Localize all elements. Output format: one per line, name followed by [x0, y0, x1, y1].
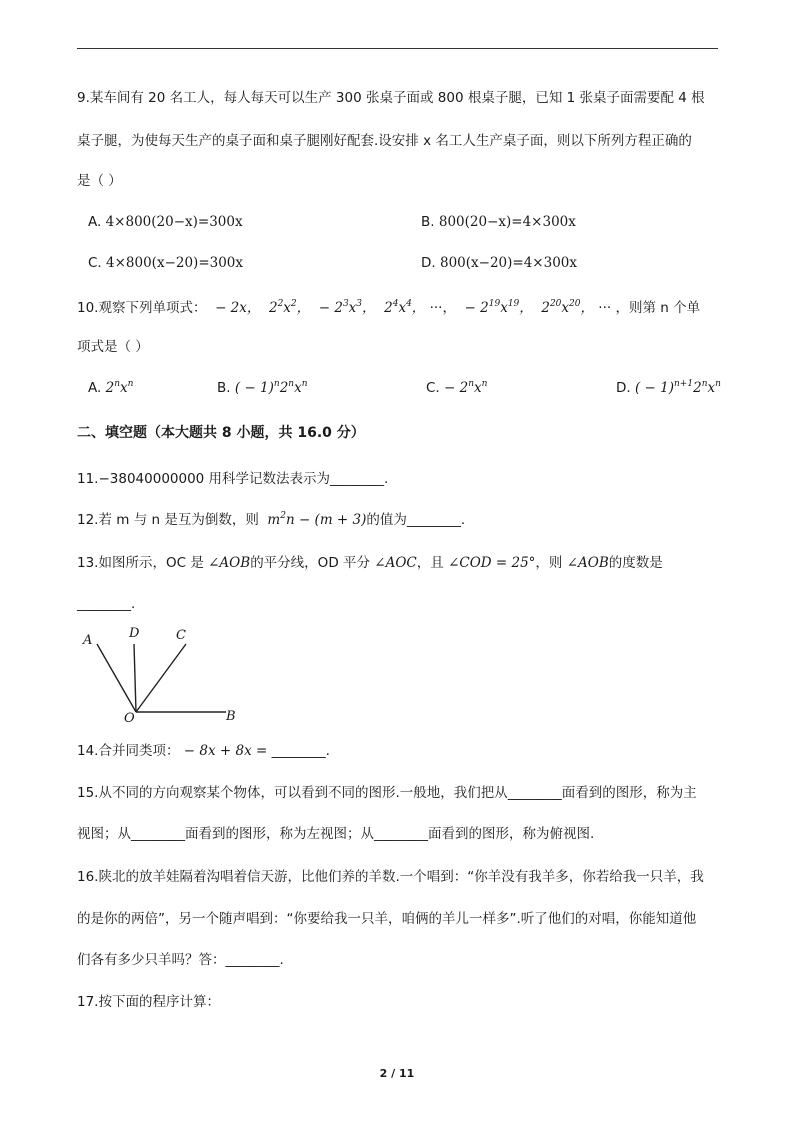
q10-option-c[interactable]: [426, 378, 487, 398]
q10-option-a[interactable]: [88, 378, 133, 398]
angle-cod: ∠COD = 25°: [448, 555, 536, 571]
ray-oc: [136, 644, 186, 712]
option-label: A.: [88, 380, 102, 396]
q12-line: [77, 510, 465, 530]
q16-line-3: 们各有多少只羊吗？答：________.: [77, 952, 284, 968]
q12-expression: $m^2n - (m + 3)$: [263, 510, 367, 528]
q12-suffix: 的值为________.: [366, 512, 466, 528]
q16-line-2: 的是你的两倍”，另一个随声唱到：“你要给我一只羊，咱俩的羊儿一样多”.听了他们的对唱，你能知道他: [77, 911, 697, 927]
option-expression: 4×800(x−20)=300x: [106, 255, 244, 271]
q17-line: 17.按下面的程序计算：: [77, 994, 220, 1010]
q10-option-b[interactable]: [217, 378, 308, 398]
ellipsis: ···: [429, 300, 443, 316]
option-expression: 4×800(20−x)=300x: [105, 214, 243, 230]
q14-expression: − 8x + 8x =: [183, 743, 268, 759]
q12-prefix: 12.若 m 与 n 是互为倒数，则: [77, 512, 259, 528]
q10-line-1: 10.观察下列单项式： − 2x， $2^2x^2$， − $2^3x^3$， $2^4x^4$， ···， − $2^{19}x^{19}$， $2^{20}x^{20}$， ··· ，则第 n 个单: [77, 298, 701, 316]
q13-line-1: [77, 553, 663, 573]
option-label: D.: [421, 255, 436, 271]
monomial-sequence-tail: − $2^{19}x^{19}$， $2^{20}x^{20}$，: [460, 298, 594, 316]
q9-line-3: 是（ ）: [77, 173, 122, 189]
q15-line-2: 视图；从________面看到的图形，称为左视图；从________面看到的图形，称为俯视图.: [77, 826, 595, 842]
option-label: C.: [426, 380, 440, 396]
ray-od: [134, 644, 136, 712]
q14-prefix: 14.合并同类项：: [77, 743, 180, 759]
angle-aoc: ∠AOC: [374, 555, 417, 571]
q9-option-b[interactable]: [421, 212, 576, 232]
page-number: 2 / 11: [379, 1067, 415, 1080]
q13-text: 的平分线，OD 平分: [250, 555, 370, 571]
label-b: B: [226, 709, 236, 724]
label-c: C: [176, 628, 186, 643]
q9-line-1: 9.某车间有 20 名工人，每人每天可以生产 300 张桌子面或 800 根桌子腿，已知 1 张桌子面需要配 4 根: [77, 90, 705, 106]
section-title: 二、填空题（本大题共 8 小题，共 16.0 分）: [77, 425, 365, 441]
q10-line-2: 项式是（ ）: [77, 339, 149, 355]
q11-line: 11.−38040000000 用科学记数法表示为________.: [77, 471, 389, 487]
q13-text: ，且: [416, 555, 444, 571]
option-expression: − $2^nx^n$: [444, 378, 488, 396]
q9-line-2: 桌子腿，为使每天生产的桌子面和桌子腿刚好配套.设安排 x 名工人生产桌子面，则以下所列方程正确的: [77, 133, 692, 149]
option-expression: 800(x−20)=4×300x: [439, 255, 577, 271]
q9-option-d[interactable]: [421, 253, 577, 273]
ellipsis: ···: [598, 300, 612, 316]
angle-aob: ∠AOB: [566, 555, 609, 571]
q13-text: 的度数是: [608, 555, 663, 571]
option-label: B.: [421, 214, 435, 230]
q14-blank: ________.: [271, 743, 330, 759]
monomial-sequence: − 2x， $2^2x^2$， − $2^3x^3$， $2^4x^4$，: [210, 298, 426, 316]
q10-suffix: ，则第 n 个单: [615, 300, 701, 316]
angle-aob: ∠AOB: [208, 555, 251, 571]
q9-option-a[interactable]: [88, 212, 243, 232]
option-expression: 800(20−x)=4×300x: [438, 214, 576, 230]
q9-option-c[interactable]: [88, 253, 243, 273]
option-expression: ( − $1)^{n+1}2^nx^n$: [634, 378, 721, 396]
option-label: D.: [616, 380, 631, 396]
q10-prefix: 10.观察下列单项式：: [77, 300, 207, 316]
option-expression: ( − $1)^n2^nx^n$: [234, 378, 308, 396]
option-label: A.: [88, 214, 102, 230]
q13-line-2: ________.: [77, 596, 136, 612]
ray-oa: [97, 644, 136, 712]
option-label: C.: [88, 255, 102, 271]
q15-line-1: 15.从不同的方向观察某个物体，可以看到不同的图形.一般地，我们把从________面看到的图形，称为主: [77, 785, 697, 801]
q10-option-d[interactable]: [616, 378, 721, 398]
label-o: O: [124, 711, 135, 726]
header-rule: [77, 48, 718, 49]
q13-text: 13.如图所示，OC 是: [77, 555, 204, 571]
q14-line: [77, 741, 330, 761]
label-a: A: [83, 633, 93, 648]
q16-line-1: 16.陕北的放羊娃隔着沟唱着信天游，比他们养的羊数.一个唱到：“你羊没有我羊多，你若给我一只羊，我: [77, 869, 704, 885]
angle-figure: [80, 624, 250, 726]
label-d: D: [129, 626, 140, 641]
q13-text: ，则: [535, 555, 563, 571]
option-label: B.: [217, 380, 231, 396]
option-expression: $2^nx^n$: [105, 378, 134, 396]
